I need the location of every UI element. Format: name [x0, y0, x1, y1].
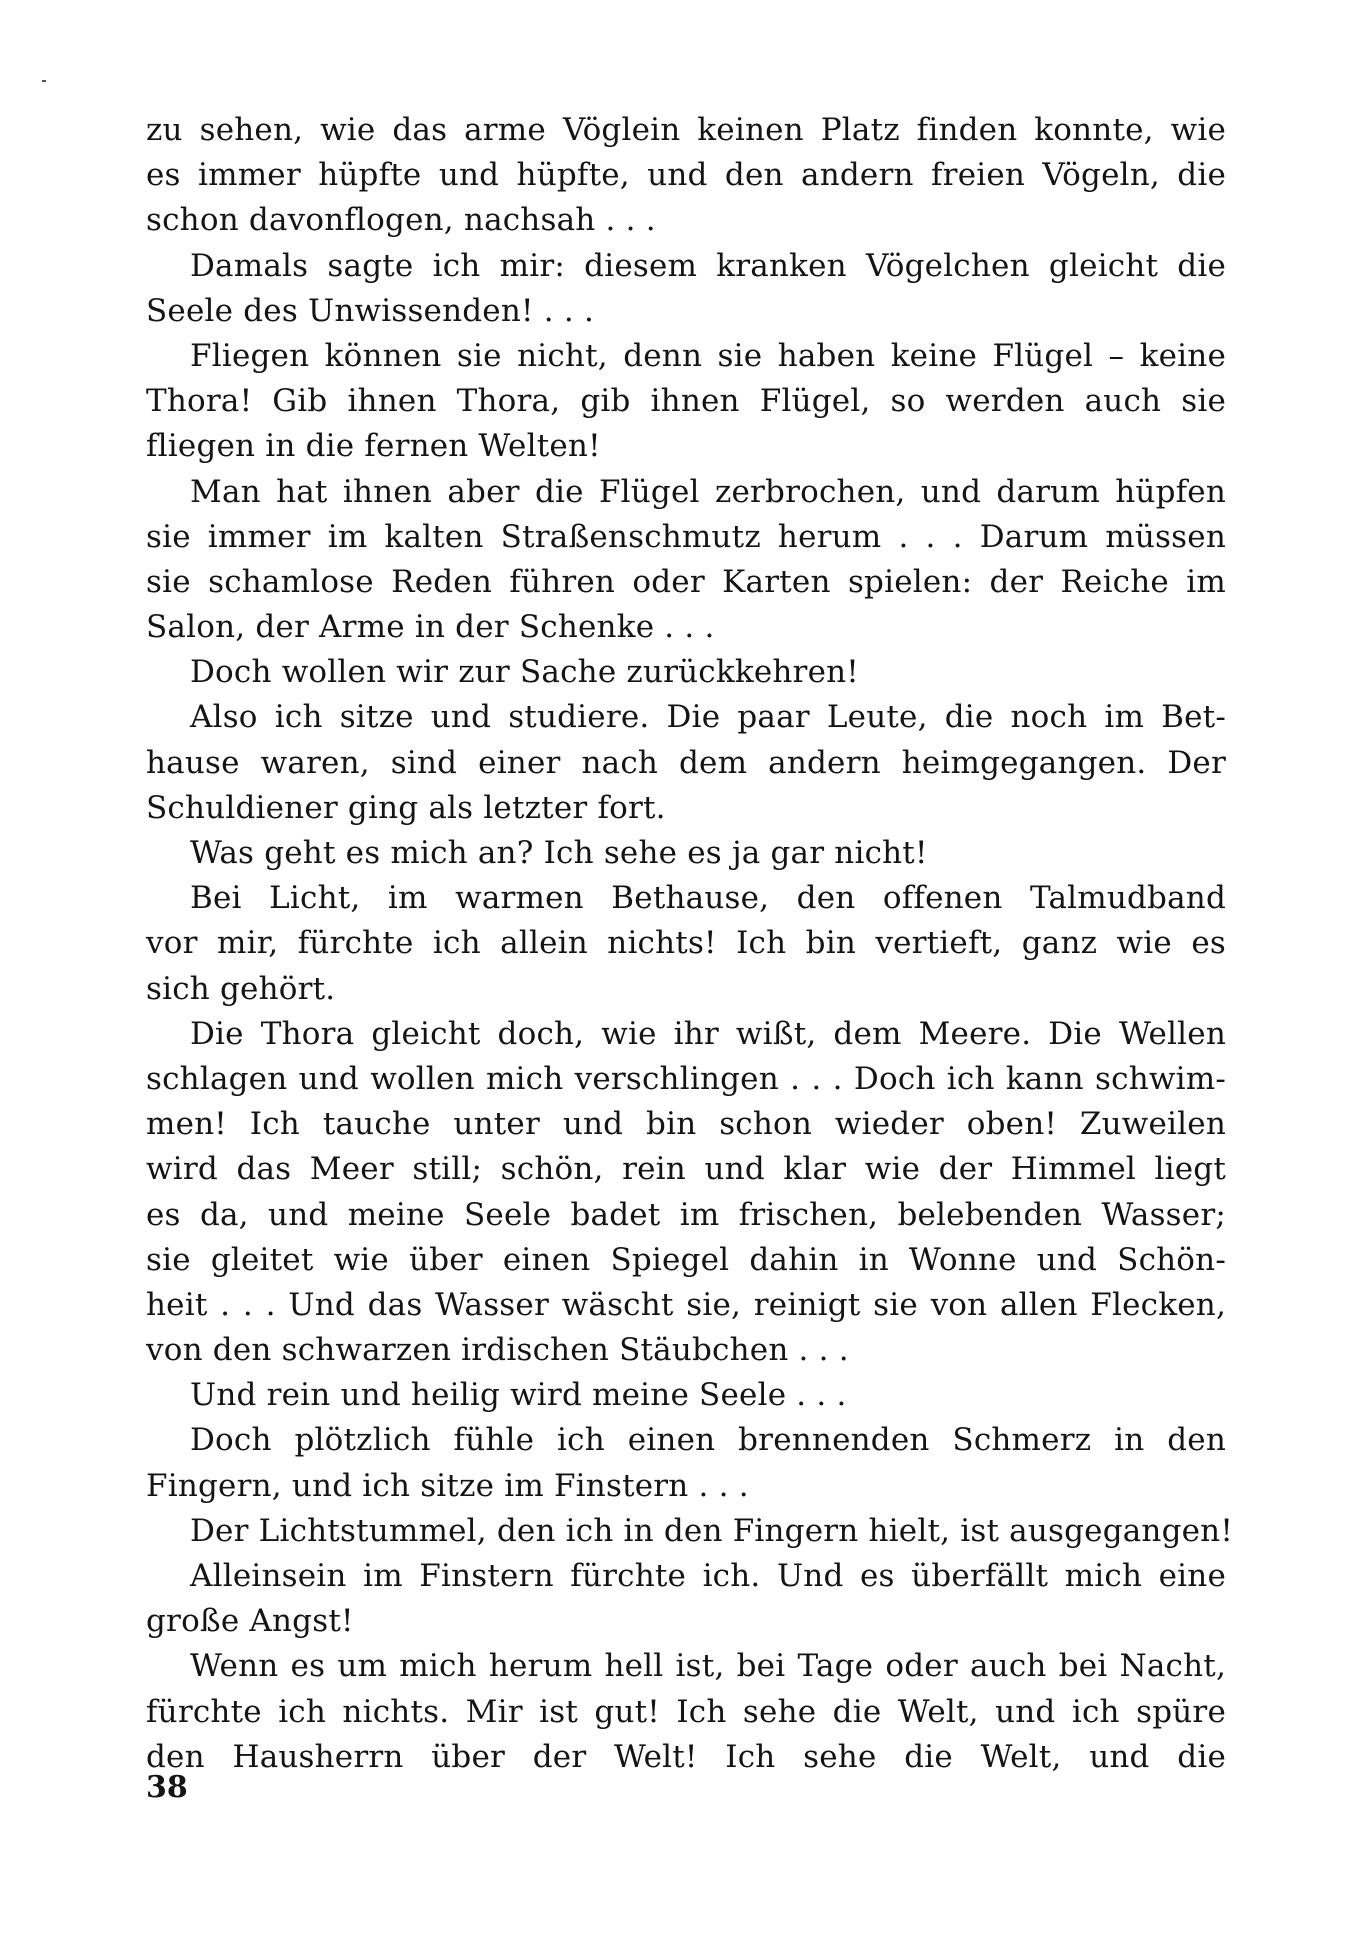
- text-line: es da, und meine Seele badet im frischen, belebenden Wasser;: [146, 1196, 1226, 1233]
- text-line: Doch plötzlich fühle ich einen brennenden Schmerz in den: [190, 1422, 1226, 1459]
- text-line: Und rein und heilig wird meine Seele . . .: [190, 1377, 847, 1414]
- text-line: Fingern, und ich sitze im Finstern . . .: [146, 1467, 749, 1504]
- text-line: Alleinsein im Finstern fürchte ich. Und es überfällt mich eine: [190, 1558, 1226, 1594]
- scan-speck: [42, 80, 46, 82]
- text-line: Also ich sitze und studiere. Die paar Leute, die noch im Bet-: [190, 699, 1226, 736]
- text-line: Bei Licht, im warmen Bethause, den offenen Talmudband: [190, 880, 1226, 917]
- text-line: Thora! Gib ihnen Thora, gib ihnen Flügel, so werden auch sie: [146, 383, 1226, 420]
- text-line: sich gehört.: [146, 970, 336, 1007]
- text-line: wird das Meer still; schön, rein und klar wie der Himmel liegt: [146, 1151, 1226, 1188]
- text-line: Doch wollen wir zur Sache zurückkehren!: [190, 654, 859, 691]
- text-line: schlagen und wollen mich verschlingen . . . Doch ich kann schwim-: [146, 1060, 1226, 1097]
- text-line: Man hat ihnen aber die Flügel zerbrochen, und darum hüpfen: [190, 473, 1226, 510]
- text-line: fliegen in die fernen Welten!: [146, 428, 601, 465]
- text-line: sie gleitet wie über einen Spiegel dahin in Wonne und Schön-: [146, 1241, 1226, 1278]
- text-line: Der Lichtstummel, den ich in den Fingern hielt, ist ausgegangen!: [190, 1512, 1234, 1549]
- text-line: Seele des Unwissenden! . . .: [146, 292, 595, 329]
- text-line: fürchte ich nichts. Mir ist gut! Ich sehe die Welt, und ich spüre: [146, 1693, 1226, 1730]
- text-line: Salon, der Arme in der Schenke . . .: [146, 609, 715, 646]
- text-line: schon davonflogen, nachsah . . .: [146, 202, 656, 239]
- text-line: große Angst!: [146, 1603, 354, 1640]
- text-line: Die Thora gleicht doch, wie ihr wißt, dem Meere. Die Wellen: [190, 1015, 1226, 1052]
- page-number: 38: [146, 1770, 188, 1805]
- text-line: men! Ich tauche unter und bin schon wieder oben! Zuweilen: [146, 1106, 1226, 1143]
- text-line: sie immer im kalten Straßenschmutz herum . . . Darum müssen: [146, 518, 1226, 555]
- text-line: von den schwarzen irdischen Stäubchen . . .: [146, 1332, 849, 1369]
- text-line: Damals sagte ich mir: diesem kranken Vögelchen gleicht die: [190, 247, 1226, 284]
- text-line: Was geht es mich an? Ich sehe es ja gar nicht!: [190, 835, 928, 871]
- text-line: zu sehen, wie das arme Vöglein keinen Platz finden konnte, wie: [146, 112, 1226, 148]
- text-line: Wenn es um mich herum hell ist, bei Tage oder auch bei Nacht,: [190, 1648, 1226, 1685]
- text-line: hause waren, sind einer nach dem andern heimgegangen. Der: [146, 744, 1226, 781]
- text-line: den Hausherrn über der Welt! Ich sehe die Welt, und die: [146, 1738, 1226, 1775]
- text-line: vor mir, fürchte ich allein nichts! Ich bin vertieft, ganz wie es: [146, 925, 1226, 962]
- body-text: [146, 108, 1234, 1780]
- text-line: heit . . . Und das Wasser wäscht sie, reinigt sie von allen Flecken,: [146, 1286, 1226, 1323]
- text-line: Schuldiener ging als letzter fort.: [146, 789, 666, 826]
- text-line: Fliegen können sie nicht, denn sie haben keine Flügel – keine: [190, 337, 1226, 374]
- text-line: es immer hüpfte und hüpfte, und den andern freien Vögeln, die: [146, 157, 1226, 194]
- text-line: sie schamlose Reden führen oder Karten spielen: der Reiche im: [146, 563, 1226, 600]
